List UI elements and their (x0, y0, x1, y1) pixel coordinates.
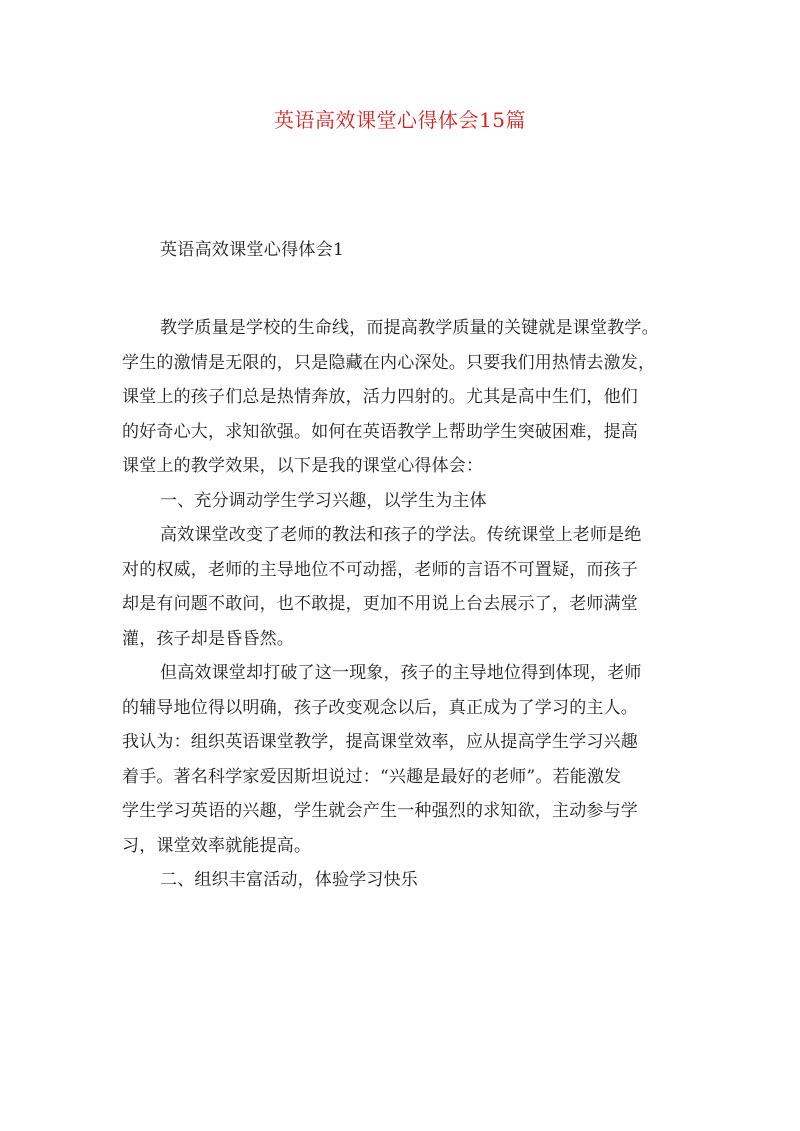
body-line: 我认为：组织英语课堂教学，提高课堂效率，应从提高学生学习兴趣 (122, 732, 638, 752)
body-line: 学生学习英语的兴趣，学生就会产生一种强烈的求知欲，主动参与学 (122, 801, 638, 821)
body-line: 习，课堂效率就能提高。 (122, 835, 312, 856)
body-line: 的辅导地位得以明确，孩子改变观念以后，真正成为了学习的主人。 (122, 697, 638, 718)
body-line: 一、充分调动学生学习兴趣，以学生为主体 (160, 490, 487, 511)
body-line: 高效课堂改变了老师的教法和孩子的学法。传统课堂上老师是绝 (160, 525, 642, 545)
body-line: 却是有问题不敢问，也不敢提，更加不用说上台去展示了，老师满堂 (122, 594, 638, 614)
body-line: 学生的激情是无限的，只是隐藏在内心深处。只要我们用热情去激发， (122, 352, 656, 373)
body-line: 二、组织丰富活动，体验学习快乐 (160, 870, 418, 890)
body-line: 着手。著名科学家爱因斯坦说过：“兴趣是最好的老师”。若能激发 (122, 766, 622, 787)
body-line: 的好奇心大，求知欲强。如何在英语教学上帮助学生突破困难，提高 (122, 421, 638, 442)
section-heading: 英语高效课堂心得体会1 (160, 240, 345, 260)
body-line: 课堂上的孩子们总是热情奔放，活力四射的。尤其是高中生们，他们 (122, 387, 638, 407)
document-body (122, 311, 682, 898)
body-line: 教学质量是学校的生命线，而提高教学质量的关键就是课堂教学。 (160, 318, 659, 338)
body-line: 灌，孩子却是昏昏然。 (122, 628, 294, 649)
body-line: 但高效课堂却打破了这一现象，孩子的主导地位得到体现，老师 (160, 663, 642, 683)
body-line: 对的权威，老师的主导地位不可动摇，老师的言语不可置疑，而孩子 (122, 559, 638, 580)
body-line: 课堂上的教学效果，以下是我的课堂心得体会： (122, 456, 484, 476)
document-title: 英语高效课堂心得体会15篇 (274, 108, 526, 132)
